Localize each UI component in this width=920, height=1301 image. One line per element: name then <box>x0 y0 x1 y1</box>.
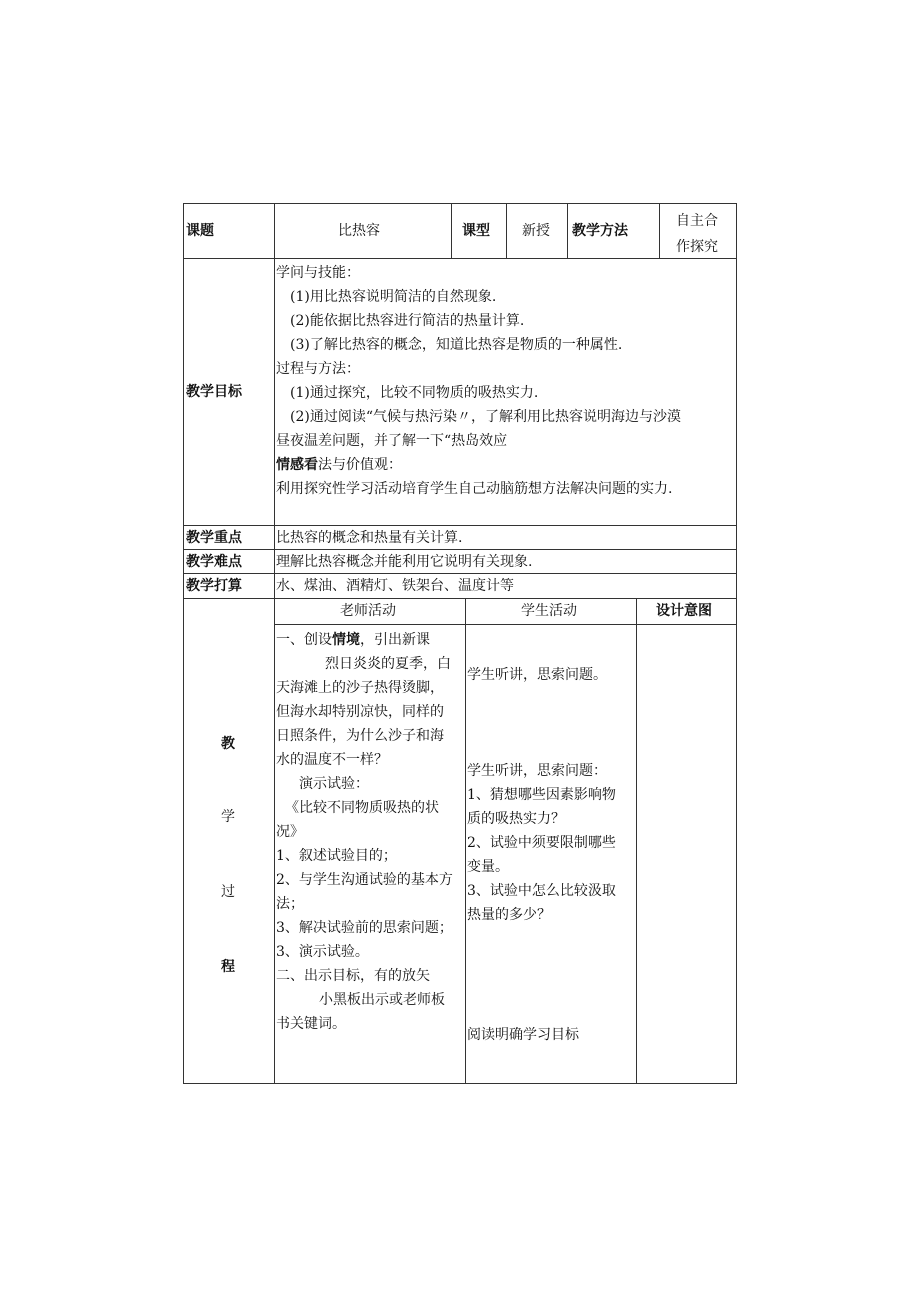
student-line: 学生听讲，思索问题。 <box>467 667 607 683</box>
difficulties-label: 教学难点 <box>186 554 242 570</box>
table-rule-process-header <box>274 624 737 625</box>
fangfa-value-line2: 作探究 <box>676 239 718 255</box>
student-line: 热量的多少？ <box>467 907 551 923</box>
table-border-bottom <box>183 1083 737 1084</box>
student-spacer <box>467 975 616 999</box>
table-rule-process-teacher <box>465 598 466 1083</box>
kexing-value: 新授 <box>522 223 550 239</box>
objective-line: (2)能依据比热容进行简洁的热量计算. <box>290 313 525 329</box>
teacher-activity <box>276 628 453 1036</box>
teacher-line: 书关键词。 <box>276 1016 346 1032</box>
table-rule-header-d <box>659 203 660 258</box>
table-rule-difficulties <box>183 573 737 574</box>
teacher-line: 日照条件，为什么沙子和海 <box>276 728 444 744</box>
objective-line: (3)了解比热容的概念，知道比热容是物质的一种属性. <box>290 337 623 353</box>
teacher-line: 2、与学生沟通试验的基本方 <box>276 872 453 888</box>
table-rule-header-a <box>451 203 452 258</box>
objective-line <box>276 453 681 477</box>
teacher-line: 演示试验： <box>299 776 369 792</box>
student-activity <box>467 663 616 1047</box>
student-line: 2、试验中须要限制哪些 <box>467 835 616 851</box>
process-side-char: 过 <box>221 884 235 900</box>
table-rule-header-c <box>567 203 568 258</box>
fangfa-label: 教学方法 <box>572 223 628 239</box>
keti-value: 比热容 <box>338 223 380 239</box>
table-rule-objectives <box>183 525 737 526</box>
table-border-top <box>183 203 737 204</box>
objective-line: 过程与方法： <box>276 361 360 377</box>
objective-line-rest: 法与价值观： <box>318 457 402 473</box>
teacher-line: 3、演示试验。 <box>276 944 369 960</box>
table-rule-label-column <box>274 203 275 1084</box>
student-line: 1、猜想哪些因素影响物 <box>467 787 616 803</box>
table-rule-header-b <box>506 203 507 258</box>
teacher-line: 法； <box>276 896 304 912</box>
student-spacer <box>467 735 616 759</box>
teacher-line: 《比较不同物质吸热的状 <box>285 800 439 816</box>
keti-label: 课题 <box>186 223 214 239</box>
teacher-line: 况》 <box>276 824 304 840</box>
table-border-right <box>736 203 737 1084</box>
keypoints-label: 教学重点 <box>186 530 242 546</box>
teacher-line: 二、出示目标，有的放矢 <box>276 968 430 984</box>
col-teacher-header: 老师活动 <box>340 603 396 619</box>
objective-line: (1)通过探究，比较不同物质的吸热实力. <box>290 385 539 401</box>
student-line: 阅读明确学习目标 <box>467 1027 579 1043</box>
table-rule-process-student <box>636 598 637 1083</box>
teacher-line: 但海水却特别凉快，同样的 <box>276 704 444 720</box>
difficulties-value: 理解比热容概念并能利用它说明有关现象. <box>276 554 533 570</box>
process-side-char: 学 <box>221 809 235 825</box>
table-rule-preparation <box>183 598 737 599</box>
preparation-value: 水、煤油、酒精灯、铁架台、温度计等 <box>276 578 514 594</box>
objective-line: 学问与技能： <box>276 265 360 281</box>
student-spacer <box>467 927 616 951</box>
objective-emphasis: 情感看 <box>276 457 318 473</box>
process-side-char: 教 <box>221 736 235 752</box>
teacher-line: 烈日炎炎的夏季，白 <box>325 656 451 672</box>
teacher-line <box>276 628 453 652</box>
kexing-label: 课型 <box>462 223 490 239</box>
teacher-emphasis: 情境 <box>332 632 360 648</box>
col-student-header: 学生活动 <box>521 603 577 619</box>
teacher-line: 1、叙述试验目的； <box>276 848 397 864</box>
objective-line: (2)通过阅读“气候与热污染〃，了解利用比热容说明海边与沙漠 <box>290 409 681 425</box>
student-line: 变量。 <box>467 859 509 875</box>
teacher-line: 3、解决试验前的思索问题； <box>276 920 453 936</box>
keypoints-value: 比热容的概念和热量有关计算. <box>276 530 463 546</box>
student-line: 3、试验中怎么比较汲取 <box>467 883 616 899</box>
col-design-header: 设计意图 <box>656 603 712 619</box>
student-spacer <box>467 999 616 1023</box>
teacher-line: 天海滩上的沙子热得烫脚， <box>276 680 444 696</box>
preparation-label: 教学打算 <box>186 578 242 594</box>
student-spacer <box>467 951 616 975</box>
student-line: 质的吸热实力？ <box>467 811 565 827</box>
student-spacer <box>467 687 616 711</box>
objectives-label: 教学目标 <box>186 384 242 400</box>
process-side-char: 程 <box>221 959 235 975</box>
table-border-left <box>183 203 184 1084</box>
teacher-line-part: ，引出新课 <box>360 632 430 648</box>
objective-line: 利用探究性学习活动培育学生自己动脑筋想方法解决问题的实力. <box>276 481 673 497</box>
teacher-line-part: 一、创设 <box>276 632 332 648</box>
teacher-line: 水的温度不一样？ <box>276 752 388 768</box>
table-rule-header <box>183 258 737 259</box>
student-line: 学生听讲，思索问题： <box>467 763 607 779</box>
objectives-text <box>276 261 681 501</box>
objective-line: 昼夜温差问题，并了解一下“热岛效应 <box>276 433 508 449</box>
teacher-line: 小黑板出示或老师板 <box>319 992 445 1008</box>
table-rule-keypoints <box>183 549 737 550</box>
objective-line: (1)用比热容说明简洁的自然现象. <box>290 289 497 305</box>
student-spacer <box>467 711 616 735</box>
fangfa-value-line1: 自主合 <box>676 213 718 229</box>
